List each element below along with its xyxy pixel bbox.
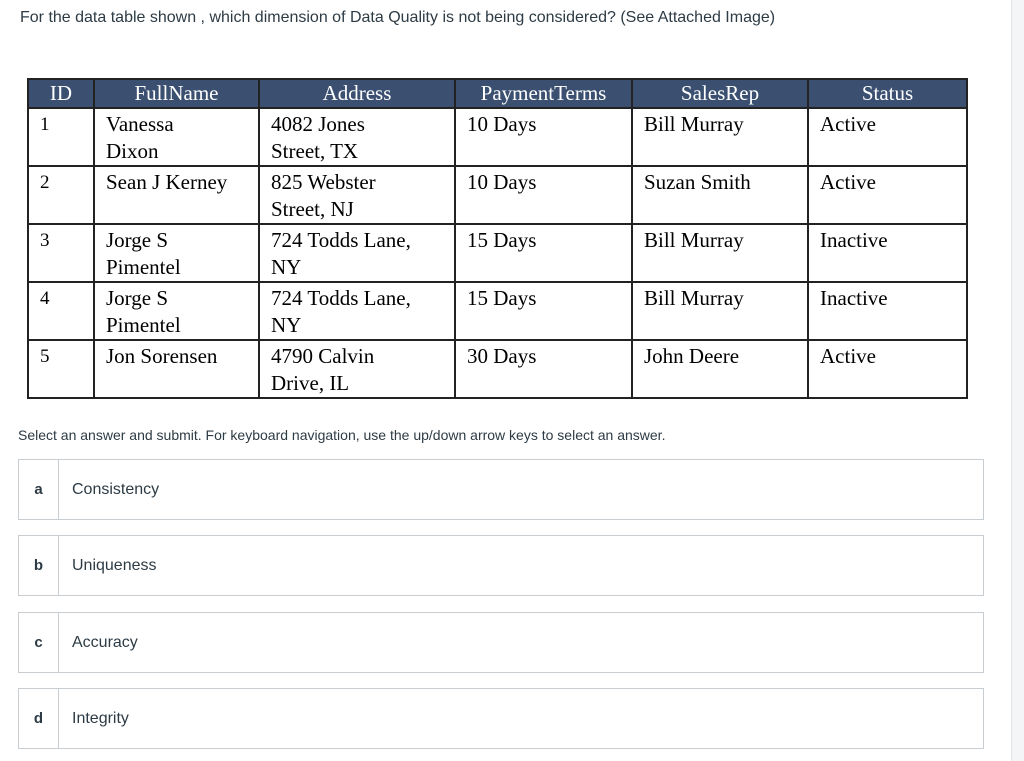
option-letter: a <box>19 460 59 519</box>
cell-paymentterms: 15 Days <box>455 282 632 340</box>
header-salesrep: SalesRep <box>632 79 808 108</box>
cell-salesrep: Suzan Smith <box>632 166 808 224</box>
cell-paymentterms: 30 Days <box>455 340 632 398</box>
scrollbar-track[interactable] <box>1011 0 1024 761</box>
cell-id: 1 <box>28 108 94 166</box>
cell-address: 4082 Jones Street, TX <box>259 108 455 166</box>
option-label: Uniqueness <box>72 556 157 574</box>
option-letter: c <box>19 613 59 672</box>
cell-salesrep: Bill Murray <box>632 282 808 340</box>
cell-status: Inactive <box>808 224 967 282</box>
cell-id: 2 <box>28 166 94 224</box>
table-row <box>28 166 967 224</box>
cell-status: Active <box>808 340 967 398</box>
cell-salesrep: Bill Murray <box>632 224 808 282</box>
answer-option-d[interactable] <box>18 688 984 749</box>
answer-option-a[interactable] <box>18 459 984 520</box>
header-address: Address <box>259 79 455 108</box>
cell-address: 825 Webster Street, NJ <box>259 166 455 224</box>
table-row <box>28 108 967 166</box>
cell-salesrep: John Deere <box>632 340 808 398</box>
cell-paymentterms: 10 Days <box>455 108 632 166</box>
cell-fullname: Sean J Kerney <box>94 166 259 224</box>
option-label: Accuracy <box>72 633 138 651</box>
header-fullname: FullName <box>94 79 259 108</box>
answer-instructions: Select an answer and submit. For keyboard navigation, use the up/down arrow keys to select an answer. <box>18 427 666 443</box>
cell-salesrep: Bill Murray <box>632 108 808 166</box>
cell-address: 724 Todds Lane, NY <box>259 224 455 282</box>
header-id: ID <box>28 79 94 108</box>
answer-option-b[interactable] <box>18 535 984 596</box>
header-status: Status <box>808 79 967 108</box>
answer-option-c[interactable] <box>18 612 984 673</box>
option-letter: d <box>19 689 59 748</box>
cell-address: 4790 Calvin Drive, IL <box>259 340 455 398</box>
data-table <box>27 78 968 399</box>
table-row <box>28 282 967 340</box>
cell-id: 4 <box>28 282 94 340</box>
table-row <box>28 224 967 282</box>
cell-fullname: Jon Sorensen <box>94 340 259 398</box>
cell-status: Active <box>808 108 967 166</box>
question-text: For the data table shown , which dimension of Data Quality is not being considered? (See Attached Image) <box>20 9 776 26</box>
table-header-row <box>28 79 967 108</box>
option-letter: b <box>19 536 59 595</box>
cell-status: Inactive <box>808 282 967 340</box>
cell-fullname: Vanessa Dixon <box>94 108 259 166</box>
cell-fullname: Jorge S Pimentel <box>94 224 259 282</box>
option-label: Integrity <box>72 709 129 727</box>
header-paymentterms: PaymentTerms <box>455 79 632 108</box>
attached-image <box>27 78 968 399</box>
table-row <box>28 340 967 398</box>
cell-fullname: Jorge S Pimentel <box>94 282 259 340</box>
cell-paymentterms: 15 Days <box>455 224 632 282</box>
cell-id: 5 <box>28 340 94 398</box>
cell-status: Active <box>808 166 967 224</box>
option-label: Consistency <box>72 480 160 498</box>
cell-id: 3 <box>28 224 94 282</box>
cell-address: 724 Todds Lane, NY <box>259 282 455 340</box>
cell-paymentterms: 10 Days <box>455 166 632 224</box>
